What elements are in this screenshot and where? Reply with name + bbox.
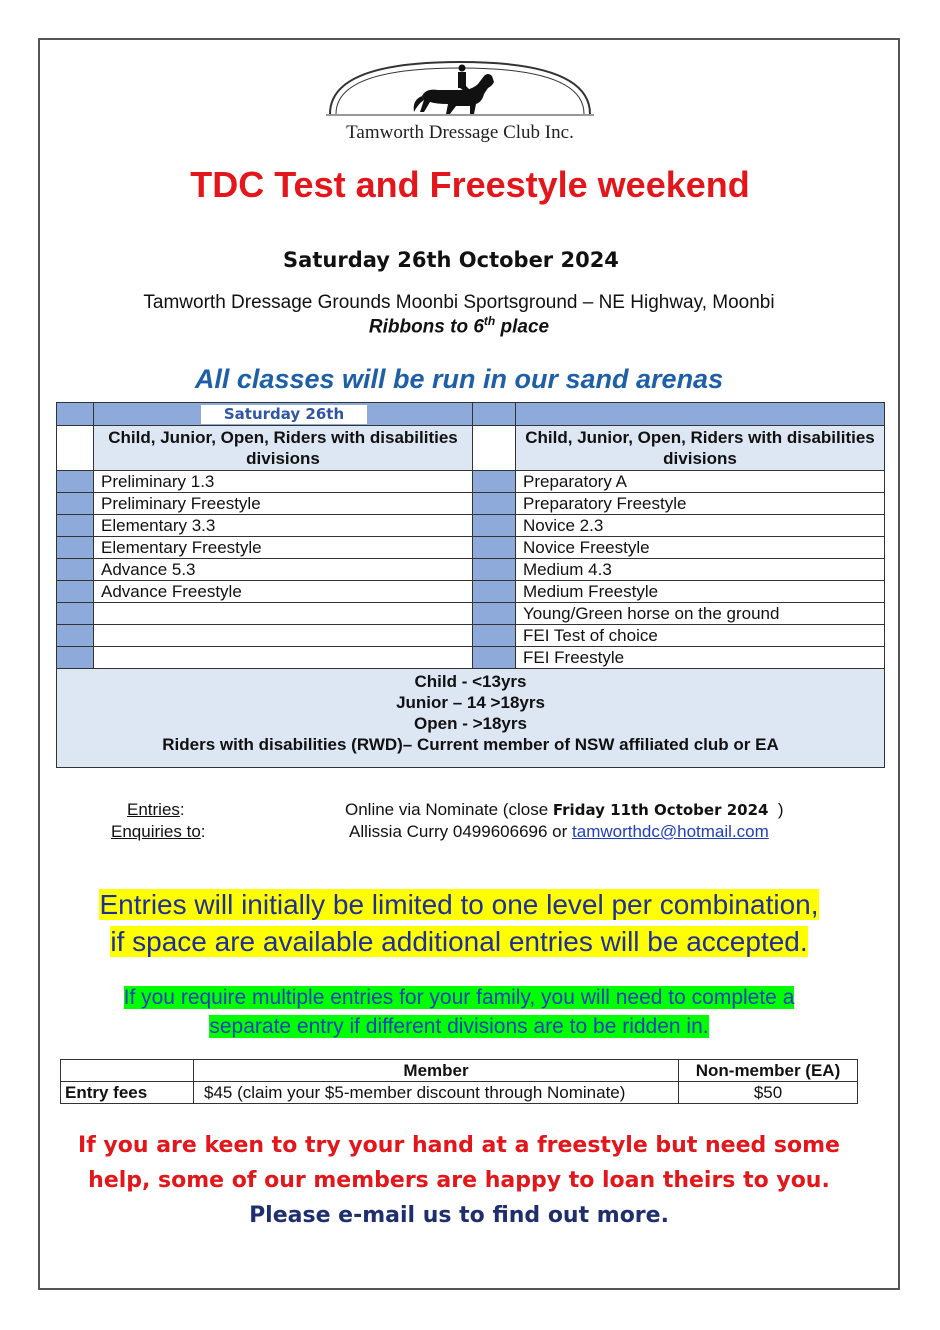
logo-text: Tamworth Dressage Club Inc. [346, 122, 574, 143]
table-row: Elementary Freestyle Novice Freestyle [57, 537, 885, 559]
page-title: TDC Test and Freestyle weekend [190, 164, 750, 205]
email-link[interactable]: tamworthdc@hotmail.com [572, 822, 769, 841]
entries-label: Entries: [127, 800, 185, 819]
right-divisions-header: Child, Junior, Open, Riders with disabilities divisions [516, 426, 885, 471]
ribbons-note: Ribbons to 6th place [368, 314, 550, 338]
table-row: FEI Freestyle [57, 647, 885, 669]
age-groups [57, 669, 885, 768]
event-date: Saturday 26th October 2024 [283, 248, 619, 272]
table-row: Preliminary 1.3 Preparatory A [57, 471, 885, 493]
enquiries-info: Allissia Curry 0499606696 or tamworthdc@hotmail.com [349, 822, 769, 841]
table-row: FEI Test of choice [57, 625, 885, 647]
member-header: Member [194, 1060, 679, 1082]
age-rwd: Riders with disabilities (RWD)– Current member of NSW affiliated club or EA [162, 735, 779, 754]
fees-table [60, 1059, 858, 1104]
age-junior: Junior – 14 >18yrs [396, 693, 545, 712]
table-row: Preliminary Freestyle Preparatory Freestyle [57, 493, 885, 515]
entry-limit-notice: Entries will initially be limited to one level per combination, if space are available additional entries will be accepted. [99, 889, 819, 957]
entries-info: Online via Nominate (close Friday 11th October 2024 ) [345, 800, 784, 819]
venue: Tamworth Dressage Grounds Moonbi Sportsground – NE Highway, Moonbi [143, 292, 775, 313]
table-row: Young/Green horse on the ground [57, 603, 885, 625]
club-logo [326, 58, 594, 148]
table-row: Elementary 3.3 Novice 2.3 [57, 515, 885, 537]
arenas-note: All classes will be run in our sand arenas [194, 364, 724, 394]
close-date: Friday 11th October 2024 [552, 801, 769, 819]
table-row: Advance 5.3 Medium 4.3 [57, 559, 885, 581]
enquiries-label: Enquiries to: [111, 822, 206, 841]
day-label: Saturday 26th [200, 404, 368, 425]
classes-table [56, 402, 885, 768]
non-member-header: Non-member (EA) [679, 1060, 858, 1082]
left-divisions-header: Child, Junior, Open, Riders with disabilities divisions [94, 426, 473, 471]
non-member-fee: $50 [679, 1082, 858, 1104]
age-open: Open - >18yrs [414, 714, 527, 733]
entry-fees-label: Entry fees [61, 1082, 194, 1104]
family-entries-notice: If you require multiple entries for your family, you will need to complete a separate entry if different divisions are to be ridden in. [123, 986, 795, 1038]
age-child: Child - <13yrs [414, 672, 527, 691]
table-row: Advance Freestyle Medium Freestyle [57, 581, 885, 603]
freestyle-promo: If you are keen to try your hand at a freestyle but need some help, some of our members are happy to loan theirs to you. Please e-mail us to find out more. [78, 1133, 840, 1228]
member-fee: $45 (claim your $5-member discount through Nominate) [194, 1082, 679, 1104]
